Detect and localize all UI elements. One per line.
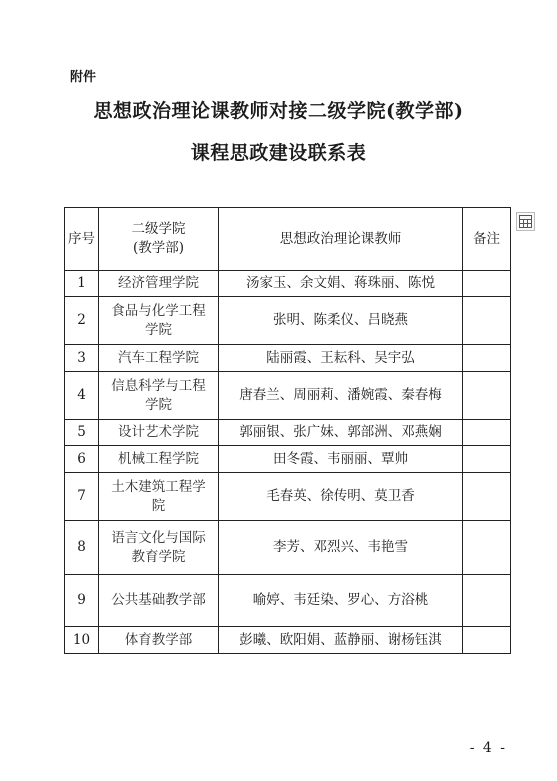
row-no: 3 [65,345,99,372]
row-no: 1 [65,271,99,297]
row-college: 机械工程学院 [99,446,219,473]
row-no: 2 [65,297,99,345]
row-remarks [463,372,511,420]
row-no: 9 [65,575,99,627]
table-row [65,372,511,420]
document-title-line1: 思想政治理论课教师对接二级学院(教学部) [93,100,464,122]
contact-table [64,207,511,654]
row-remarks [463,271,511,297]
row-college: 汽车工程学院 [99,345,219,372]
row-remarks [463,521,511,575]
row-remarks [463,345,511,372]
table-row [65,297,511,345]
row-teachers: 郭丽银、张广妹、郭部洲、邓燕娴 [219,420,463,446]
row-teachers: 彭曦、欧阳娟、蓝静丽、谢杨钰淇 [219,627,463,654]
header-remarks: 备注 [463,208,511,271]
attachment-label: 附件 [70,70,97,85]
table-grid-icon [519,215,532,228]
row-teachers: 李芳、邓烈兴、韦艳雪 [219,521,463,575]
table-row [65,446,511,473]
row-remarks [463,446,511,473]
row-teachers: 喻婷、韦廷染、罗心、方浴桃 [219,575,463,627]
row-college: 语言文化与国际教育学院 [99,521,219,575]
row-no: 10 [65,627,99,654]
row-college: 经济管理学院 [99,271,219,297]
table-row [65,420,511,446]
table-icon[interactable] [516,212,535,231]
row-no: 8 [65,521,99,575]
table-row [65,575,511,627]
row-college: 食品与化学工程学院 [99,297,219,345]
table-row [65,271,511,297]
row-remarks [463,627,511,654]
row-remarks [463,575,511,627]
row-remarks [463,420,511,446]
table-header-row [65,208,511,271]
row-college: 公共基础教学部 [99,575,219,627]
document-title-line2: 课程思政建设联系表 [190,142,367,164]
row-no: 5 [65,420,99,446]
table-row [65,345,511,372]
row-teachers: 陆丽霞、王耘科、吴宇弘 [219,345,463,372]
row-remarks [463,473,511,521]
row-teachers: 唐春兰、周丽莉、潘婉霞、秦春梅 [219,372,463,420]
row-college: 土木建筑工程学院 [99,473,219,521]
page-number: - 4 - [469,740,507,756]
row-college: 信息科学与工程学院 [99,372,219,420]
header-no: 序号 [65,208,99,271]
row-teachers: 汤家玉、余文娟、蒋珠丽、陈悦 [219,271,463,297]
header-college-line2: (教学部) [132,240,185,256]
row-teachers: 毛春英、徐传明、莫卫香 [219,473,463,521]
row-no: 4 [65,372,99,420]
header-teachers: 思想政治理论课教师 [219,208,463,271]
table-row [65,521,511,575]
row-college: 体育教学部 [99,627,219,654]
row-remarks [463,297,511,345]
row-teachers: 田冬霞、韦丽丽、覃帅 [219,446,463,473]
header-college-line1: 二级学院 [131,221,186,237]
table-row [65,473,511,521]
row-no: 7 [65,473,99,521]
row-college: 设计艺术学院 [99,420,219,446]
table-row [65,627,511,654]
row-teachers: 张明、陈柔仪、吕晓燕 [219,297,463,345]
row-no: 6 [65,446,99,473]
header-college [99,208,219,271]
